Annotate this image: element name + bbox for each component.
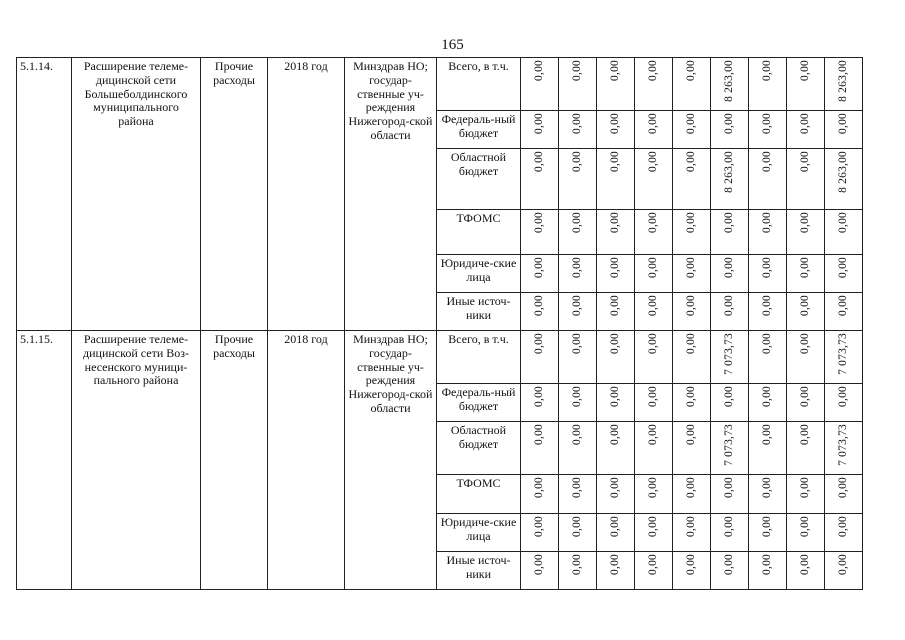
- value-cell: [559, 111, 597, 149]
- value-text: 0,00: [570, 113, 583, 134]
- value-text: 0,00: [722, 554, 735, 575]
- value-text: 0,00: [646, 333, 659, 354]
- value-text: 0,00: [646, 554, 659, 575]
- value-cell: [749, 58, 787, 111]
- value-text: 0,00: [532, 151, 545, 172]
- value-text: 0,00: [608, 554, 621, 575]
- value-cell: [597, 293, 635, 331]
- table-row: [17, 58, 863, 111]
- value-text: 0,00: [570, 212, 583, 233]
- value-text: 0,00: [608, 257, 621, 278]
- value-text: 0,00: [646, 477, 659, 498]
- value-cell: [559, 475, 597, 514]
- value-cell: [559, 514, 597, 552]
- value-text: 0,00: [684, 477, 697, 498]
- value-cell: [635, 475, 673, 514]
- value-text: 0,00: [532, 424, 545, 445]
- executor: Минздрав НО; государ-ственные уч-реждения Нижегород-ской области: [345, 331, 437, 590]
- value-cell: [597, 111, 635, 149]
- value-text: 0,00: [570, 477, 583, 498]
- value-text: 0,00: [646, 113, 659, 134]
- value-text: 0,00: [646, 151, 659, 172]
- value-cell: [825, 58, 863, 111]
- value-text: 0,00: [532, 516, 545, 537]
- value-text: 0,00: [760, 295, 773, 316]
- value-cell: [635, 149, 673, 210]
- funding-source-label: ТФОМС: [437, 475, 521, 514]
- value-cell: [787, 210, 825, 255]
- value-text: 0,00: [722, 295, 735, 316]
- value-text: 0,00: [684, 151, 697, 172]
- value-cell: [559, 255, 597, 293]
- value-text: 0,00: [532, 554, 545, 575]
- value-cell: [673, 58, 711, 111]
- value-text: 0,00: [760, 113, 773, 134]
- value-cell: [597, 384, 635, 422]
- value-text: 0,00: [684, 516, 697, 537]
- value-text: 0,00: [684, 554, 697, 575]
- value-cell: [749, 210, 787, 255]
- value-text: 0,00: [760, 516, 773, 537]
- value-cell: [597, 210, 635, 255]
- value-cell: [825, 293, 863, 331]
- value-text: 0,00: [570, 516, 583, 537]
- value-cell: [825, 255, 863, 293]
- value-cell: [597, 149, 635, 210]
- value-cell: [787, 149, 825, 210]
- value-text: 0,00: [798, 424, 811, 445]
- value-cell: [635, 331, 673, 384]
- value-cell: [673, 422, 711, 475]
- value-text: 0,00: [532, 113, 545, 134]
- value-cell: [711, 475, 749, 514]
- value-text: 0,00: [684, 257, 697, 278]
- value-cell: [521, 293, 559, 331]
- item-number: 5.1.15.: [17, 331, 72, 590]
- value-cell: [711, 58, 749, 111]
- page-number: 165: [441, 37, 464, 53]
- value-cell: [787, 475, 825, 514]
- value-cell: [787, 58, 825, 111]
- value-cell: [749, 475, 787, 514]
- value-text: 0,00: [608, 113, 621, 134]
- value-text: 0,00: [532, 257, 545, 278]
- value-cell: [749, 149, 787, 210]
- funding-source-label: Областной бюджет: [437, 149, 521, 210]
- value-cell: [597, 255, 635, 293]
- value-text: 0,00: [722, 113, 735, 134]
- value-cell: [635, 422, 673, 475]
- value-cell: [559, 552, 597, 590]
- value-cell: [825, 514, 863, 552]
- value-cell: [749, 331, 787, 384]
- value-text: 8 263,00: [836, 60, 849, 102]
- funding-source-label: Юридиче-ские лица: [437, 255, 521, 293]
- value-cell: [559, 149, 597, 210]
- value-text: 0,00: [532, 60, 545, 81]
- value-text: 0,00: [608, 212, 621, 233]
- value-cell: [521, 255, 559, 293]
- value-cell: [521, 514, 559, 552]
- value-text: 0,00: [532, 477, 545, 498]
- value-cell: [521, 331, 559, 384]
- value-cell: [559, 422, 597, 475]
- value-text: 0,00: [684, 60, 697, 81]
- value-cell: [635, 552, 673, 590]
- value-text: 0,00: [760, 60, 773, 81]
- value-text: 0,00: [798, 151, 811, 172]
- value-text: 0,00: [722, 386, 735, 407]
- value-text: 0,00: [760, 554, 773, 575]
- value-cell: [711, 111, 749, 149]
- value-text: 0,00: [532, 333, 545, 354]
- value-cell: [635, 58, 673, 111]
- value-text: 7 073,73: [836, 424, 849, 466]
- value-cell: [521, 475, 559, 514]
- value-text: 0,00: [798, 333, 811, 354]
- value-text: 0,00: [532, 212, 545, 233]
- value-text: 0,00: [570, 386, 583, 407]
- value-text: 0,00: [608, 516, 621, 537]
- expense-type: Прочие расходы: [201, 331, 268, 590]
- value-text: 0,00: [722, 257, 735, 278]
- value-cell: [673, 293, 711, 331]
- value-cell: [749, 384, 787, 422]
- item-name: Расширение телеме-дицинской сети Большеболдинского муниципального района: [72, 58, 201, 331]
- funding-source-label: Всего, в т.ч.: [437, 58, 521, 111]
- value-text: 0,00: [836, 516, 849, 537]
- value-cell: [787, 331, 825, 384]
- value-text: 0,00: [798, 516, 811, 537]
- funding-source-label: Иные источ-ники: [437, 552, 521, 590]
- value-cell: [673, 210, 711, 255]
- value-text: 0,00: [760, 257, 773, 278]
- value-text: 0,00: [798, 257, 811, 278]
- value-cell: [711, 331, 749, 384]
- value-cell: [635, 514, 673, 552]
- value-cell: [825, 422, 863, 475]
- value-cell: [673, 384, 711, 422]
- value-text: 0,00: [798, 554, 811, 575]
- value-cell: [711, 149, 749, 210]
- value-text: 0,00: [684, 333, 697, 354]
- value-cell: [597, 422, 635, 475]
- value-cell: [825, 331, 863, 384]
- value-text: 0,00: [684, 113, 697, 134]
- value-text: 0,00: [608, 295, 621, 316]
- value-cell: [597, 552, 635, 590]
- value-cell: [521, 210, 559, 255]
- funding-source-label: Областной бюджет: [437, 422, 521, 475]
- value-cell: [825, 552, 863, 590]
- value-cell: [711, 255, 749, 293]
- value-cell: [635, 384, 673, 422]
- value-text: 0,00: [646, 424, 659, 445]
- value-text: 0,00: [760, 333, 773, 354]
- value-text: 8 263,00: [722, 151, 735, 193]
- value-text: 0,00: [798, 60, 811, 81]
- value-text: 7 073,73: [836, 333, 849, 375]
- item-name: Расширение телеме-дицинской сети Воз-несенского муници-пального района: [72, 331, 201, 590]
- value-cell: [749, 255, 787, 293]
- value-cell: [825, 210, 863, 255]
- value-text: 7 073,73: [722, 424, 735, 466]
- value-text: 0,00: [608, 151, 621, 172]
- value-cell: [749, 552, 787, 590]
- executor: Минздрав НО; государ-ственные уч-реждения Нижегород-ской области: [345, 58, 437, 331]
- value-cell: [635, 255, 673, 293]
- value-cell: [521, 58, 559, 111]
- value-cell: [635, 111, 673, 149]
- value-text: 0,00: [760, 386, 773, 407]
- value-text: 0,00: [608, 333, 621, 354]
- value-cell: [787, 293, 825, 331]
- value-cell: [787, 384, 825, 422]
- funding-source-label: Федераль-ный бюджет: [437, 384, 521, 422]
- year: 2018 год: [268, 58, 345, 331]
- value-cell: [825, 149, 863, 210]
- value-text: 0,00: [684, 295, 697, 316]
- value-cell: [749, 111, 787, 149]
- value-text: 0,00: [646, 386, 659, 407]
- value-cell: [673, 331, 711, 384]
- value-cell: [521, 552, 559, 590]
- value-text: 0,00: [760, 151, 773, 172]
- value-text: 0,00: [760, 212, 773, 233]
- value-cell: [635, 210, 673, 255]
- value-text: 0,00: [646, 295, 659, 316]
- value-cell: [825, 111, 863, 149]
- value-text: 0,00: [570, 554, 583, 575]
- value-cell: [711, 422, 749, 475]
- value-cell: [673, 514, 711, 552]
- value-cell: [673, 149, 711, 210]
- value-text: 0,00: [646, 516, 659, 537]
- value-text: 0,00: [722, 477, 735, 498]
- value-cell: [673, 255, 711, 293]
- value-text: 0,00: [570, 60, 583, 81]
- value-text: 0,00: [608, 477, 621, 498]
- value-text: 8 263,00: [722, 60, 735, 102]
- value-text: 0,00: [532, 295, 545, 316]
- value-cell: [597, 514, 635, 552]
- value-text: 0,00: [798, 477, 811, 498]
- value-text: 0,00: [684, 212, 697, 233]
- value-cell: [559, 58, 597, 111]
- value-cell: [673, 475, 711, 514]
- value-text: 0,00: [798, 113, 811, 134]
- value-cell: [673, 111, 711, 149]
- value-text: 0,00: [570, 295, 583, 316]
- value-cell: [787, 255, 825, 293]
- funding-source-label: Иные источ-ники: [437, 293, 521, 331]
- value-cell: [711, 552, 749, 590]
- value-text: 0,00: [798, 386, 811, 407]
- value-text: 0,00: [684, 424, 697, 445]
- value-cell: [711, 514, 749, 552]
- value-cell: [521, 422, 559, 475]
- value-cell: [521, 149, 559, 210]
- item-number: 5.1.14.: [17, 58, 72, 331]
- value-text: 0,00: [570, 151, 583, 172]
- value-text: 0,00: [646, 60, 659, 81]
- value-text: 0,00: [646, 257, 659, 278]
- value-text: 0,00: [608, 386, 621, 407]
- value-text: 0,00: [570, 424, 583, 445]
- funding-source-label: Юридиче-ские лица: [437, 514, 521, 552]
- value-text: 0,00: [722, 212, 735, 233]
- value-cell: [597, 58, 635, 111]
- year: 2018 год: [268, 331, 345, 590]
- funding-source-label: Всего, в т.ч.: [437, 331, 521, 384]
- value-text: 0,00: [646, 212, 659, 233]
- value-cell: [521, 384, 559, 422]
- value-cell: [711, 384, 749, 422]
- value-text: 0,00: [760, 477, 773, 498]
- value-text: 7 073,73: [722, 333, 735, 375]
- value-text: 0,00: [836, 554, 849, 575]
- funding-source-label: Федераль-ный бюджет: [437, 111, 521, 149]
- value-cell: [787, 514, 825, 552]
- value-text: 0,00: [760, 424, 773, 445]
- value-text: 0,00: [836, 477, 849, 498]
- value-cell: [711, 210, 749, 255]
- value-text: 0,00: [608, 60, 621, 81]
- value-text: 0,00: [570, 257, 583, 278]
- value-cell: [787, 111, 825, 149]
- value-text: 0,00: [608, 424, 621, 445]
- value-cell: [825, 384, 863, 422]
- value-text: 0,00: [836, 386, 849, 407]
- value-cell: [559, 210, 597, 255]
- value-text: 0,00: [684, 386, 697, 407]
- value-cell: [749, 422, 787, 475]
- value-cell: [559, 384, 597, 422]
- value-cell: [635, 293, 673, 331]
- value-cell: [711, 293, 749, 331]
- value-cell: [673, 552, 711, 590]
- value-cell: [597, 331, 635, 384]
- value-text: 0,00: [836, 113, 849, 134]
- value-text: 8 263,00: [836, 151, 849, 193]
- value-cell: [597, 475, 635, 514]
- value-text: 0,00: [532, 386, 545, 407]
- value-cell: [559, 331, 597, 384]
- value-text: 0,00: [722, 516, 735, 537]
- value-text: 0,00: [836, 257, 849, 278]
- value-cell: [787, 552, 825, 590]
- value-cell: [749, 293, 787, 331]
- expense-type: Прочие расходы: [201, 58, 268, 331]
- value-cell: [521, 111, 559, 149]
- value-cell: [559, 293, 597, 331]
- value-cell: [825, 475, 863, 514]
- budget-table: [16, 57, 863, 590]
- funding-source-label: ТФОМС: [437, 210, 521, 255]
- table-row: [17, 331, 863, 384]
- value-cell: [749, 514, 787, 552]
- value-text: 0,00: [798, 295, 811, 316]
- value-cell: [787, 422, 825, 475]
- value-text: 0,00: [798, 212, 811, 233]
- value-text: 0,00: [836, 295, 849, 316]
- value-text: 0,00: [570, 333, 583, 354]
- value-text: 0,00: [836, 212, 849, 233]
